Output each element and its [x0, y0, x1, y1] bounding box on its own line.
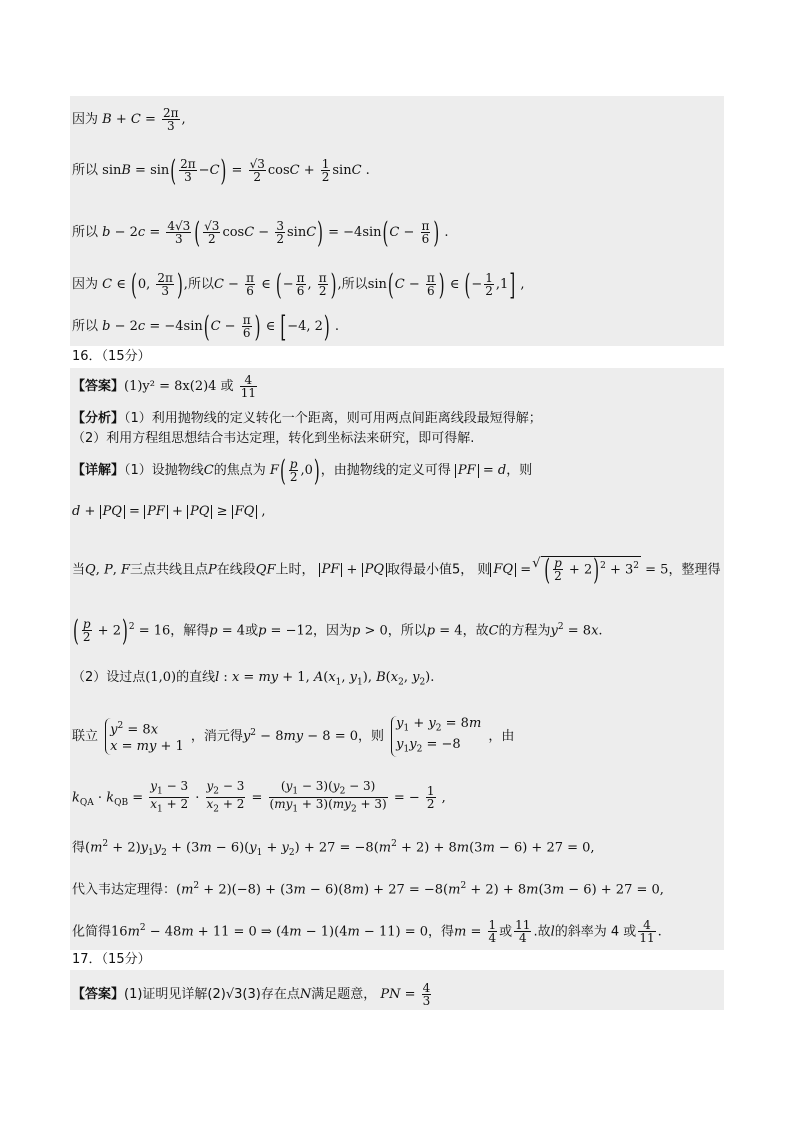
detail-16-line6: 联立 $y^2 = 8x$ x = my + 1 ，消元得$y^2 - 8my - 8 = 0$，则 $y_1 + y_2 = 8m$ $y_1y_2 = -8$ ，由 — [72, 716, 514, 757]
solution-panel-16 — [70, 368, 724, 950]
analysis-16-line1: 【分析】（1）利用抛物线的定义转化一个距离，则可用两点间距离线段最短得解； — [72, 411, 542, 426]
detail-16-line2: d + PQ = PF + PQ ≥ FQ , — [72, 504, 266, 519]
line-c-range: 因为 C ∈ (0, $\frac{2\pi}{3}$ ),所以C − $\frac{\pi}{6}$ ∈ (− $\frac{\pi}{6}$ , $\frac{\pi}{2}$ ),所以sin(C − $\frac{\pi}{6}$ ) ∈ (− $\frac{1}{2}$ ,1] , — [72, 267, 525, 302]
analysis-16-line2: （2）利用方程组思想结合韦达定理，转化到坐标法来研究，即可得解. — [72, 431, 475, 446]
detail-16-line1: 【详解】（1）设抛物线C的焦点为 F( $\frac{p}{2}$ ,0)，由抛物线的定义可得 PF = d，则 — [72, 453, 533, 488]
detail-16-line4: ( $\frac{p}{2}$ + 2)$^2$ = 16，解得p = 4或p = −12，因为p > 0，所以p = 4，故C的方程为$y^2 = 8x$. — [73, 613, 603, 648]
line-b-plus-c: 因为 B + C = $\frac{2\pi}{3}$ , — [72, 106, 186, 133]
detail-16-line3: 当Q, P, F三点共线且点P在线段QF上时， PF + PQ 取得最小值5， 则 FQ = √ ( $\frac{p}{2}$ + $2)^2 + 3^2 = 5$，整理得 — [72, 556, 720, 582]
line-b-minus-2c: 所以 b − 2c = $\frac{4√3}{3}$ ( $\frac{√3}{2}$ cosC − $\frac{3}{2}$ sinC) = −4sin(C − $\frac{\pi}{6}$ ) . — [72, 215, 449, 250]
question-17-header: 17．（15分） — [72, 952, 151, 967]
detail-16-line5: （2）设过点(1,0)的直线l : x = my + 1, $A(x_1$, $y_1$), $B(x_2$, $y_2$). — [72, 670, 435, 688]
line-result-range: 所以 b − 2c = −4sin(C − $\frac{\pi}{6}$ ) ∈ [−4, 2) . — [72, 309, 340, 344]
line-sinb: 所以 sinB = sin( $\frac{2\pi}{3}$ −C) = $\frac{√3}{2}$ cosC + $\frac{1}{2}$ sinC . — [72, 153, 370, 188]
detail-16-line10: 化简得$16m^2 - 48m + 11 = 0$ ⇒ (4m − 1)(4m − 11) = 0，得m = $\frac{1}{4}$ 或 $\frac{11}{4}$ .故l的斜率为 4 或 $\frac{4}{11}$ . — [72, 918, 662, 946]
detail-16-line9: 代入韦达定理得：$(m^2 + 2)(-8) + (3m - 6)(8m) + 27 = -8(m^2 + 2) + 8m(3m - 6) + 27 = 0$, — [72, 881, 664, 898]
detail-16-line7: $k_{QA} \cdot k_{QB}$ = $\frac{y_1 - 3}{x_1 + 2}$ · $\frac{y_2 - 3}{x_2 + 2}$ = $\frac{(y_1 - 3)(y_2 - 3)}{(my_1 + 3)(my_2 + 3)}$ = − $\frac{1}{2}$ , — [72, 779, 446, 815]
answer-17: 【答案】(1)证明见详解(2)√3(3)存在点N满足题意， PN = $\frac{4}{3}$ — [72, 981, 431, 1008]
question-16-header: 16．（15分） — [72, 349, 151, 364]
answer-16: 【答案】(1)y² = 8x(2)4 或 $\frac{4}{11}$ — [72, 373, 256, 400]
detail-16-line8: 得$(m^2 + 2)y_1y_2 + (3m - 6)(y_1 + y_2) + 27 = -8(m^2 + 2) + 8m(3m - 6) + 27 = 0$, — [72, 839, 595, 858]
